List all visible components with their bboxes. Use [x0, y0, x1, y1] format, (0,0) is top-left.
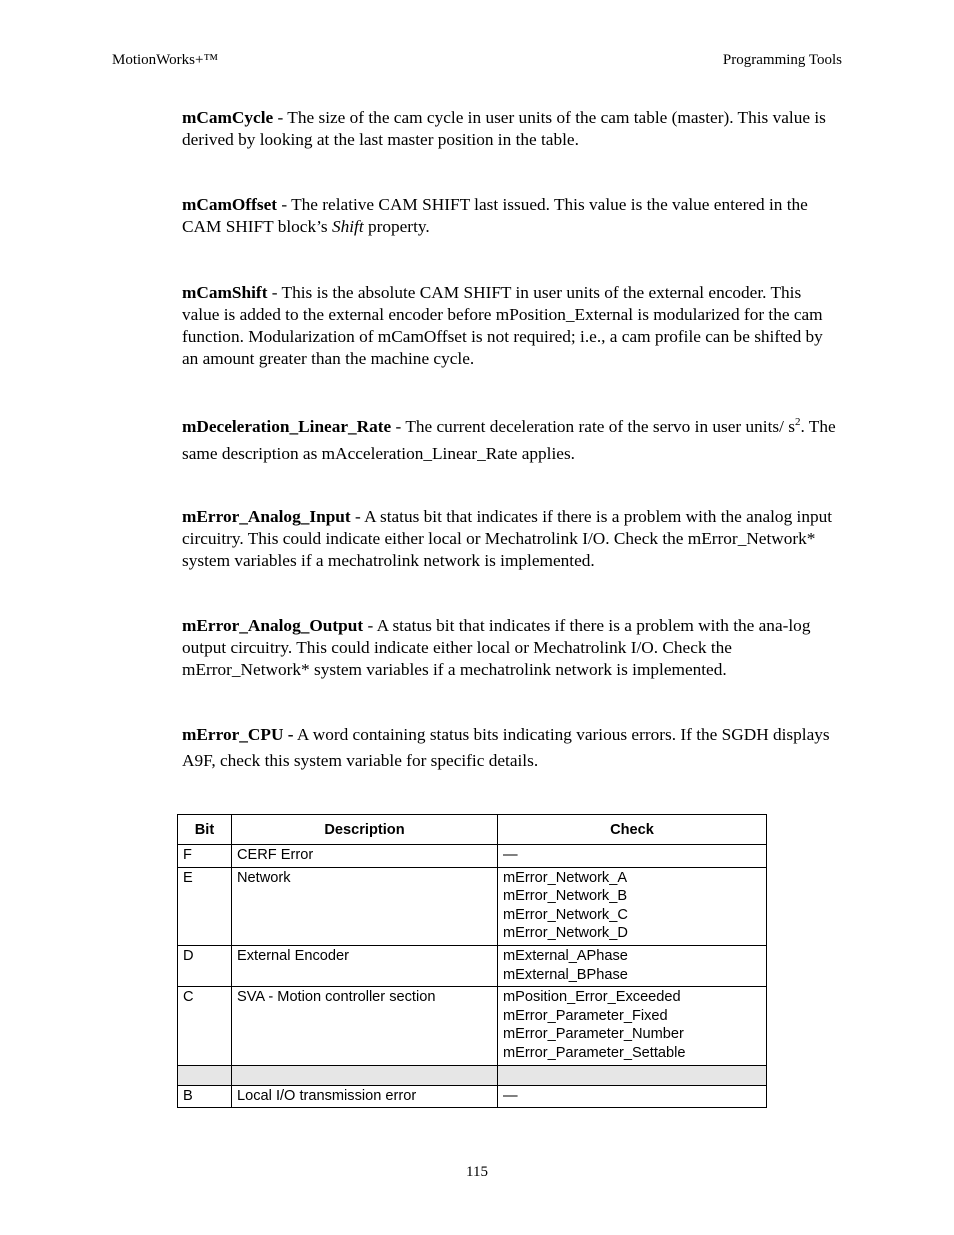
entry-description: A word containing status bits indicating various errors. If the SGDH displays A9F, check this system variable for specific details.	[182, 725, 830, 770]
table-row	[178, 987, 767, 1065]
cell-bit: B	[178, 1085, 232, 1108]
entry-italic-term: Shift	[331, 217, 364, 236]
entry-description: A status bit that indicates if there is a problem with the ana-log output circuitry. This could indicate either local or Mechatrolink I/O. Check the mError_Network* system variables if a mechatrolink network is implemented.	[182, 616, 811, 679]
entry-description: A status bit that indicates if there is a problem with the analog input circuitry. This could indicate either local or Mechatrolink I/O. Check the mError_Network* system variables if a mechatrolink network is implemented.	[182, 507, 833, 570]
cell-description: External Encoder	[232, 945, 498, 986]
cell-check	[498, 1065, 767, 1085]
table-row	[178, 945, 767, 986]
cell-bit	[178, 1065, 232, 1085]
cell-check: —	[498, 845, 767, 868]
entry-term: mCamCycle	[182, 108, 274, 127]
entry-description: The relative CAM SHIFT last issued. This value is the value entered in the CAM SHIFT block’s	[182, 195, 808, 236]
cell-description: Network	[232, 867, 498, 945]
entry-description: The size of the cam cycle in user units of the cam table (master). This value is derived by looking at the last master position in the table.	[182, 108, 826, 149]
running-header-left: MotionWorks+™	[112, 52, 219, 68]
cell-check: mExternal_APhase mExternal_BPhase	[498, 945, 767, 986]
column-header-description: Description	[232, 815, 498, 845]
cell-check: —	[498, 1085, 767, 1108]
entry-term: mCamOffset	[182, 195, 278, 214]
entry-mcamcycle: mCamCycle - The size of the cam cycle in user units of the cam table (master). This value is derived by looking at the last master position in the table.	[182, 108, 826, 149]
cell-description	[232, 1065, 498, 1085]
cell-bit: F	[178, 845, 232, 868]
column-header-check: Check	[498, 815, 767, 845]
table-row	[178, 1085, 767, 1108]
cell-bit: D	[178, 945, 232, 986]
cell-description: SVA - Motion controller section	[232, 987, 498, 1065]
entry-merror-cpu	[182, 722, 842, 774]
entry-description: This is the absolute CAM SHIFT in user units of the external encoder. This value is added to the external encoder before mPosition_External is modularized for the cam function. Modularization of mCamOffset is not required; i.e., a cam profile can be shifted by an amount greater than the machine cycle.	[182, 283, 823, 368]
running-header-right: Programming Tools	[722, 52, 842, 68]
superscript-2: 2	[794, 416, 801, 429]
entry-description: The current deceleration rate of the servo in user units/ s	[405, 417, 795, 436]
cell-check: mError_Network_A mError_Network_B mError_Network_C mError_Network_D	[498, 867, 767, 945]
entry-mcamoffset: mCamOffset - The relative CAM SHIFT last issued. This value is the value entered in the CAM SHIFT block’s Shift property.	[182, 195, 808, 236]
table-header-row	[178, 815, 767, 845]
page-number: 115	[466, 1164, 488, 1180]
entry-term: mDeceleration_Linear_Rate	[182, 417, 392, 436]
entry-merror-analog-output: mError_Analog_Output - A status bit that indicates if there is a problem with the ana-log output circuitry. This could indicate either local or Mechatrolink I/O. Check the mError_Network* system variables if a mechatrolink network is implemented.	[182, 616, 811, 679]
cell-bit: C	[178, 987, 232, 1065]
entry-mcamshift: mCamShift - This is the absolute CAM SHIFT in user units of the external encoder. This value is added to the external encoder before mPosition_External is modularized for the cam function. Modularization of mCamOffset is not required; i.e., a cam profile can be shifted by an amount greater than the machine cycle.	[182, 283, 823, 368]
entry-merror-analog-input: mError_Analog_Input - A status bit that indicates if there is a problem with the analog input circuitry. This could indicate either local or Mechatrolink I/O. Check the mError_Network* system variables if a mechatrolink network is implemented.	[182, 507, 833, 570]
entry-mdeceleration-linear-rate: mDeceleration_Linear_Rate - The current deceleration rate of the servo in user units/ $s^2$. The same description as mAcceleration_Linear_Rate applies.	[182, 416, 836, 463]
cell-description: CERF Error	[232, 845, 498, 868]
entry-term: mCamShift	[182, 283, 268, 302]
table-row	[178, 845, 767, 868]
column-header-bit: Bit	[178, 815, 232, 845]
entry-term: mError_Analog_Input	[182, 507, 351, 526]
cell-description: Local I/O transmission error	[232, 1085, 498, 1108]
cell-bit: E	[178, 867, 232, 945]
entry-term: mError_Analog_Output	[182, 616, 364, 635]
merror-cpu-bit-table	[177, 814, 767, 1108]
table-row	[178, 867, 767, 945]
table-row-blank	[178, 1065, 767, 1085]
cell-check: mPosition_Error_Exceeded mError_Parameter_Fixed mError_Parameter_Number mError_Parameter_Settable	[498, 987, 767, 1065]
entry-term: mError_CPU -	[182, 725, 294, 744]
